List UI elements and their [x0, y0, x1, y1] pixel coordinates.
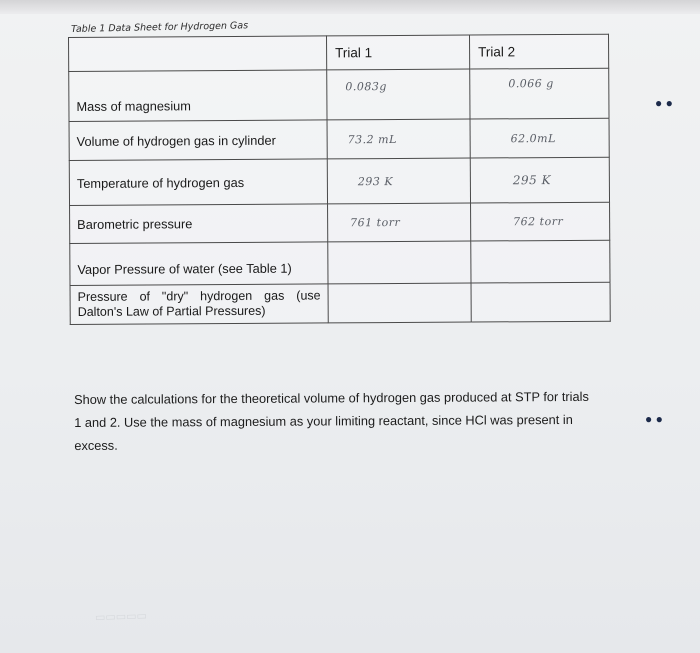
trial-2-value [471, 240, 610, 283]
row-label: Pressure of "dry" hydrogen gas (use Dalton's Law of Partial Pressures) [70, 284, 328, 325]
table-row [70, 282, 610, 324]
trial-2-value: 62.0mL [470, 118, 609, 158]
trial-1-value [328, 241, 471, 284]
table-row [70, 202, 610, 243]
header-row [69, 34, 609, 71]
bullet-dot: ● ● [645, 412, 663, 426]
row-label: Barometric pressure [70, 204, 328, 244]
trial-1-value: 73.2 mL [327, 119, 470, 159]
trial-1-value: 293 K [327, 158, 470, 204]
trial-2-value [471, 282, 610, 322]
trial-1-value: 0.083g [327, 69, 470, 120]
header-cell-label [69, 36, 327, 72]
trial-1-value [328, 283, 471, 323]
header-cell-trial-2: Trial 2 [469, 34, 608, 69]
header-cell-trial-1: Trial 1 [326, 35, 469, 70]
data-table [68, 34, 611, 325]
row-label: Mass of magnesium [69, 70, 327, 122]
table-row [70, 240, 610, 285]
trial-2-value: 295 K [470, 157, 609, 203]
trial-1-value: 761 torr [328, 203, 471, 242]
bleed-through-shadow: ▭▭▭▭▭ [94, 609, 148, 624]
question-text: Show the calculations for the theoretical volume of hydrogen gas produced at STP for trials 1 and 2. Use the mass of magnesium as your limiting reactant, since HCl was present in excess. [74, 388, 589, 453]
table-row [69, 68, 609, 121]
table-caption: Table 1 Data Sheet for Hydrogen Gas [71, 20, 249, 35]
trial-2-value: 762 torr [471, 202, 610, 241]
trial-2-value: 0.066 g [470, 68, 609, 119]
data-sheet [68, 34, 611, 325]
bullet-dot: ● ● [655, 96, 673, 110]
top-edge-shadow [0, 0, 700, 14]
table-row [69, 157, 609, 205]
row-label: Temperature of hydrogen gas [69, 159, 327, 206]
row-label: Vapor Pressure of water (see Table 1) [70, 242, 328, 286]
row-label: Volume of hydrogen gas in cylinder [69, 120, 327, 161]
table-row [69, 118, 609, 160]
